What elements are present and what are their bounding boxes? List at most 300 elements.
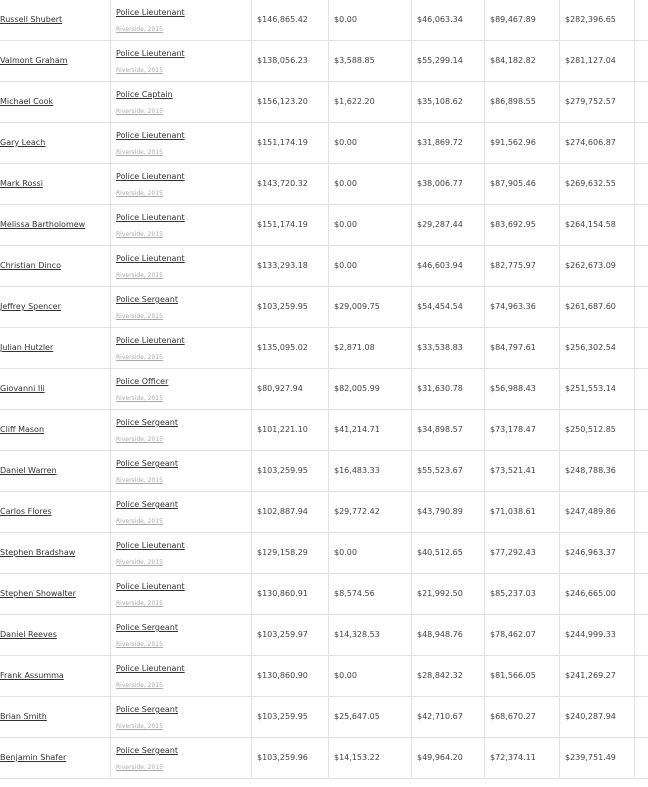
employee-name-link[interactable]: Jeffrey Spencer (0, 302, 61, 311)
trailing-cell (634, 656, 648, 697)
other-pay-value: $43,790.89 (417, 507, 463, 516)
job-title-link[interactable]: Police Lieutenant (116, 541, 185, 550)
employee-name-link[interactable]: Brian Smith (0, 712, 47, 721)
employee-name-link[interactable]: Giovanni Ili (0, 384, 45, 393)
total-value: $256,302.54 (565, 343, 616, 352)
benefits-cell (484, 82, 559, 123)
regular-pay-cell (251, 451, 328, 492)
name-cell (0, 492, 110, 533)
name-cell (0, 574, 110, 615)
other-pay-value: $28,842.32 (417, 671, 463, 680)
employee-name-link[interactable]: Daniel Warren (0, 466, 57, 475)
overtime-pay-value: $82,005.99 (334, 384, 380, 393)
job-cell (110, 574, 251, 615)
job-title-link[interactable]: Police Lieutenant (116, 582, 185, 591)
overtime-pay-value: $1,622.20 (334, 97, 375, 106)
job-title-link[interactable]: Police Sergeant (116, 623, 178, 632)
job-title-link[interactable]: Police Lieutenant (116, 172, 185, 181)
name-cell (0, 0, 110, 41)
total-cell (559, 492, 634, 533)
benefits-cell (484, 738, 559, 779)
agency-link[interactable]: Riverside, 2015 (116, 313, 163, 320)
job-title-link[interactable]: Police Lieutenant (116, 49, 185, 58)
benefits-value: $73,178.47 (490, 425, 536, 434)
trailing-cell (634, 287, 648, 328)
agency-link[interactable]: Riverside, 2015 (116, 108, 163, 115)
agency-link[interactable]: Riverside, 2015 (116, 354, 163, 361)
name-cell (0, 738, 110, 779)
trailing-cell (634, 451, 648, 492)
regular-pay-cell (251, 205, 328, 246)
benefits-value: $86,898.55 (490, 97, 536, 106)
other-pay-value: $42,710.67 (417, 712, 463, 721)
job-cell (110, 0, 251, 41)
overtime-pay-cell (328, 205, 411, 246)
benefits-value: $68,670.27 (490, 712, 536, 721)
total-value: $240,287.94 (565, 712, 616, 721)
job-title-link[interactable]: Police Sergeant (116, 295, 178, 304)
regular-pay-value: $103,259.97 (257, 630, 308, 639)
table-row (0, 123, 648, 164)
other-pay-value: $31,630.78 (417, 384, 463, 393)
overtime-pay-value: $41,214.71 (334, 425, 380, 434)
trailing-cell (634, 410, 648, 451)
regular-pay-cell (251, 697, 328, 738)
regular-pay-cell (251, 41, 328, 82)
agency-link[interactable]: Riverside, 2015 (116, 764, 163, 771)
regular-pay-value: $135,095.02 (257, 343, 308, 352)
regular-pay-cell (251, 533, 328, 574)
total-value: $246,665.00 (565, 589, 616, 598)
table-row (0, 574, 648, 615)
other-pay-cell (411, 328, 484, 369)
total-cell (559, 697, 634, 738)
regular-pay-cell (251, 656, 328, 697)
trailing-cell (634, 492, 648, 533)
benefits-cell (484, 615, 559, 656)
regular-pay-value: $129,158.29 (257, 548, 308, 557)
job-cell (110, 41, 251, 82)
overtime-pay-cell (328, 41, 411, 82)
regular-pay-cell (251, 574, 328, 615)
regular-pay-cell (251, 615, 328, 656)
trailing-cell (634, 205, 648, 246)
overtime-pay-value: $0.00 (334, 179, 357, 188)
job-title-link[interactable]: Police Captain (116, 90, 173, 99)
employee-name-link[interactable]: Carlos Flores (0, 507, 52, 516)
name-cell (0, 451, 110, 492)
overtime-pay-cell (328, 82, 411, 123)
name-cell (0, 410, 110, 451)
name-cell (0, 697, 110, 738)
other-pay-cell (411, 205, 484, 246)
regular-pay-cell (251, 246, 328, 287)
overtime-pay-cell (328, 615, 411, 656)
other-pay-value: $21,992.50 (417, 589, 463, 598)
benefits-value: $81,566.05 (490, 671, 536, 680)
trailing-cell (634, 41, 648, 82)
regular-pay-value: $133,293.18 (257, 261, 308, 270)
trailing-cell (634, 369, 648, 410)
trailing-cell (634, 164, 648, 205)
regular-pay-cell (251, 0, 328, 41)
other-pay-value: $49,964.20 (417, 753, 463, 762)
employee-name-link[interactable]: Michael Cook (0, 97, 54, 106)
overtime-pay-cell (328, 533, 411, 574)
overtime-pay-value: $0.00 (334, 220, 357, 229)
benefits-value: $73,521.41 (490, 466, 536, 475)
regular-pay-value: $103,259.95 (257, 466, 308, 475)
trailing-cell (634, 123, 648, 164)
other-pay-value: $46,603.94 (417, 261, 463, 270)
table-row (0, 82, 648, 123)
trailing-cell (634, 533, 648, 574)
total-cell (559, 164, 634, 205)
trailing-cell (634, 697, 648, 738)
job-title-link[interactable]: Police Sergeant (116, 459, 178, 468)
table-row (0, 656, 648, 697)
job-cell (110, 287, 251, 328)
total-cell (559, 0, 634, 41)
job-title-link[interactable]: Police Sergeant (116, 500, 178, 509)
job-cell (110, 164, 251, 205)
benefits-cell (484, 574, 559, 615)
regular-pay-cell (251, 164, 328, 205)
benefits-cell (484, 697, 559, 738)
total-value: $248,788.36 (565, 466, 616, 475)
regular-pay-cell (251, 369, 328, 410)
benefits-cell (484, 123, 559, 164)
name-cell (0, 328, 110, 369)
benefits-value: $72,374.11 (490, 753, 536, 762)
total-cell (559, 123, 634, 164)
table-row (0, 451, 648, 492)
trailing-cell (634, 82, 648, 123)
total-value: $282,396.65 (565, 15, 616, 24)
regular-pay-value: $103,259.95 (257, 712, 308, 721)
regular-pay-value: $146,865.42 (257, 15, 308, 24)
agency-link[interactable]: Riverside, 2015 (116, 436, 163, 443)
total-cell (559, 451, 634, 492)
total-value: $264,154.58 (565, 220, 616, 229)
total-cell (559, 205, 634, 246)
name-cell (0, 82, 110, 123)
job-cell (110, 656, 251, 697)
other-pay-cell (411, 287, 484, 328)
overtime-pay-value: $25,647.05 (334, 712, 380, 721)
employee-name-link[interactable]: Valmont Graham (0, 56, 68, 65)
overtime-pay-value: $8,574.56 (334, 589, 375, 598)
job-title-link[interactable]: Police Sergeant (116, 418, 178, 427)
table-row (0, 615, 648, 656)
overtime-pay-cell (328, 123, 411, 164)
other-pay-value: $35,108.62 (417, 97, 463, 106)
regular-pay-value: $130,860.90 (257, 671, 308, 680)
other-pay-cell (411, 451, 484, 492)
employee-name-link[interactable]: Melissa Bartholomew (0, 220, 86, 229)
benefits-value: $82,775.97 (490, 261, 536, 270)
other-pay-cell (411, 0, 484, 41)
total-cell (559, 328, 634, 369)
employee-name-link[interactable]: Cliff Mason (0, 425, 45, 434)
job-title-link[interactable]: Police Lieutenant (116, 131, 185, 140)
regular-pay-value: $102,887.94 (257, 507, 308, 516)
name-cell (0, 164, 110, 205)
overtime-pay-cell (328, 246, 411, 287)
employee-name-link[interactable]: Stephen Showalter (0, 589, 76, 598)
name-cell (0, 246, 110, 287)
overtime-pay-value: $14,153.22 (334, 753, 380, 762)
table-row (0, 41, 648, 82)
job-title-link[interactable]: Police Lieutenant (116, 664, 185, 673)
job-cell (110, 451, 251, 492)
overtime-pay-cell (328, 369, 411, 410)
overtime-pay-value: $3,588.85 (334, 56, 375, 65)
other-pay-cell (411, 41, 484, 82)
table-row (0, 287, 648, 328)
benefits-value: $71,038.61 (490, 507, 536, 516)
benefits-value: $89,467.89 (490, 15, 536, 24)
other-pay-value: $31,869.72 (417, 138, 463, 147)
table-row (0, 369, 648, 410)
benefits-value: $84,182.82 (490, 56, 536, 65)
agency-link[interactable]: Riverside, 2015 (116, 231, 163, 238)
overtime-pay-cell (328, 451, 411, 492)
total-cell (559, 82, 634, 123)
agency-link[interactable]: Riverside, 2015 (116, 395, 163, 402)
benefits-value: $78,462.07 (490, 630, 536, 639)
name-cell (0, 369, 110, 410)
benefits-value: $85,237.03 (490, 589, 536, 598)
benefits-cell (484, 369, 559, 410)
total-cell (559, 533, 634, 574)
name-cell (0, 123, 110, 164)
job-cell (110, 615, 251, 656)
total-value: $279,752.57 (565, 97, 616, 106)
total-cell (559, 246, 634, 287)
agency-link[interactable]: Riverside, 2015 (116, 682, 163, 689)
regular-pay-cell (251, 82, 328, 123)
name-cell (0, 205, 110, 246)
agency-link[interactable]: Riverside, 2015 (116, 67, 163, 74)
benefits-cell (484, 451, 559, 492)
total-value: $261,687.60 (565, 302, 616, 311)
other-pay-value: $33,538.83 (417, 343, 463, 352)
benefits-cell (484, 41, 559, 82)
job-cell (110, 369, 251, 410)
employee-name-link[interactable]: Stephen Bradshaw (0, 548, 76, 557)
overtime-pay-cell (328, 164, 411, 205)
benefits-cell (484, 656, 559, 697)
benefits-value: $91,562.96 (490, 138, 536, 147)
job-title-link[interactable]: Police Officer (116, 377, 169, 386)
overtime-pay-cell (328, 656, 411, 697)
job-cell (110, 246, 251, 287)
other-pay-cell (411, 369, 484, 410)
employee-name-link[interactable]: Daniel Reeves (0, 630, 57, 639)
trailing-cell (634, 574, 648, 615)
benefits-value: $83,692.95 (490, 220, 536, 229)
trailing-cell (634, 0, 648, 41)
total-cell (559, 615, 634, 656)
benefits-value: $74,963.36 (490, 302, 536, 311)
name-cell (0, 615, 110, 656)
job-title-link[interactable]: Police Lieutenant (116, 254, 185, 263)
employee-name-link[interactable]: Frank Assumma (0, 671, 64, 680)
overtime-pay-value: $0.00 (334, 138, 357, 147)
regular-pay-cell (251, 287, 328, 328)
job-cell (110, 533, 251, 574)
agency-link[interactable]: Riverside, 2015 (116, 559, 163, 566)
overtime-pay-value: $0.00 (334, 261, 357, 270)
benefits-cell (484, 492, 559, 533)
employee-name-link[interactable]: Julian Hutzler (0, 343, 54, 352)
agency-link[interactable]: Riverside, 2015 (116, 518, 163, 525)
other-pay-cell (411, 533, 484, 574)
employee-name-link[interactable]: Russell Shubert (0, 15, 63, 24)
regular-pay-cell (251, 492, 328, 533)
agency-link[interactable]: Riverside, 2015 (116, 477, 163, 484)
benefits-value: $56,988.43 (490, 384, 536, 393)
agency-link[interactable]: Riverside, 2015 (116, 723, 163, 730)
regular-pay-value: $143,720.32 (257, 179, 308, 188)
overtime-pay-cell (328, 410, 411, 451)
total-cell (559, 41, 634, 82)
other-pay-cell (411, 615, 484, 656)
total-value: $281,127.04 (565, 56, 616, 65)
overtime-pay-cell (328, 697, 411, 738)
benefits-cell (484, 287, 559, 328)
overtime-pay-cell (328, 574, 411, 615)
table-row (0, 246, 648, 287)
other-pay-value: $54,454.54 (417, 302, 463, 311)
job-title-link[interactable]: Police Sergeant (116, 705, 178, 714)
name-cell (0, 287, 110, 328)
overtime-pay-cell (328, 492, 411, 533)
job-cell (110, 492, 251, 533)
other-pay-value: $29,287.44 (417, 220, 463, 229)
other-pay-value: $34,898.57 (417, 425, 463, 434)
name-cell (0, 656, 110, 697)
agency-link[interactable]: Riverside, 2015 (116, 600, 163, 607)
benefits-cell (484, 410, 559, 451)
overtime-pay-value: $0.00 (334, 548, 357, 557)
job-cell (110, 738, 251, 779)
job-title-link[interactable]: Police Lieutenant (116, 336, 185, 345)
total-cell (559, 410, 634, 451)
regular-pay-value: $156,123.20 (257, 97, 308, 106)
benefits-cell (484, 533, 559, 574)
other-pay-cell (411, 738, 484, 779)
table-row (0, 697, 648, 738)
benefits-cell (484, 164, 559, 205)
total-cell (559, 287, 634, 328)
overtime-pay-cell (328, 738, 411, 779)
table-row (0, 738, 648, 779)
total-value: $269,632.55 (565, 179, 616, 188)
benefits-cell (484, 0, 559, 41)
total-cell (559, 574, 634, 615)
trailing-cell (634, 246, 648, 287)
table-row (0, 205, 648, 246)
table-row (0, 410, 648, 451)
name-cell (0, 533, 110, 574)
regular-pay-value: $151,174.19 (257, 138, 308, 147)
agency-link[interactable]: Riverside, 2015 (116, 26, 163, 33)
job-cell (110, 697, 251, 738)
job-cell (110, 205, 251, 246)
overtime-pay-cell (328, 328, 411, 369)
job-title-link[interactable]: Police Sergeant (116, 746, 178, 755)
other-pay-value: $38,006.77 (417, 179, 463, 188)
benefits-value: $77,292.43 (490, 548, 536, 557)
agency-link[interactable]: Riverside, 2015 (116, 641, 163, 648)
job-title-link[interactable]: Police Lieutenant (116, 8, 185, 17)
overtime-pay-value: $0.00 (334, 671, 357, 680)
total-value: $262,673.09 (565, 261, 616, 270)
table-row (0, 492, 648, 533)
agency-link[interactable]: Riverside, 2015 (116, 272, 163, 279)
employee-name-link[interactable]: Benjamin Shafer (0, 753, 67, 762)
total-value: $250,512.85 (565, 425, 616, 434)
overtime-pay-value: $2,871.08 (334, 343, 375, 352)
job-title-link[interactable]: Police Lieutenant (116, 213, 185, 222)
overtime-pay-value: $14,328.53 (334, 630, 380, 639)
regular-pay-value: $130,860.91 (257, 589, 308, 598)
other-pay-cell (411, 656, 484, 697)
employee-name-link[interactable]: Mark Rossi (0, 179, 43, 188)
regular-pay-cell (251, 410, 328, 451)
regular-pay-value: $151,174.19 (257, 220, 308, 229)
name-cell (0, 41, 110, 82)
regular-pay-value: $101,221.10 (257, 425, 308, 434)
other-pay-value: $55,299.14 (417, 56, 463, 65)
job-cell (110, 82, 251, 123)
agency-link[interactable]: Riverside, 2015 (116, 149, 163, 156)
other-pay-cell (411, 410, 484, 451)
employee-name-link[interactable]: Christian Dinco (0, 261, 61, 270)
overtime-pay-value: $29,772.42 (334, 507, 380, 516)
total-cell (559, 369, 634, 410)
employee-name-link[interactable]: Gary Leach (0, 138, 46, 147)
total-value: $247,489.86 (565, 507, 616, 516)
benefits-cell (484, 246, 559, 287)
benefits-value: $87,905.46 (490, 179, 536, 188)
overtime-pay-value: $0.00 (334, 15, 357, 24)
total-cell (559, 656, 634, 697)
table-row (0, 533, 648, 574)
regular-pay-cell (251, 123, 328, 164)
other-pay-cell (411, 123, 484, 164)
regular-pay-cell (251, 738, 328, 779)
other-pay-cell (411, 574, 484, 615)
overtime-pay-value: $29,009.75 (334, 302, 380, 311)
agency-link[interactable]: Riverside, 2015 (116, 190, 163, 197)
total-cell (559, 738, 634, 779)
trailing-cell (634, 615, 648, 656)
regular-pay-value: $103,259.96 (257, 753, 308, 762)
regular-pay-value: $103,259.95 (257, 302, 308, 311)
table-row (0, 328, 648, 369)
job-cell (110, 328, 251, 369)
total-value: $244,999.33 (565, 630, 616, 639)
regular-pay-value: $138,056.23 (257, 56, 308, 65)
benefits-cell (484, 328, 559, 369)
other-pay-cell (411, 82, 484, 123)
overtime-pay-cell (328, 287, 411, 328)
other-pay-value: $46,063.34 (417, 15, 463, 24)
job-cell (110, 410, 251, 451)
